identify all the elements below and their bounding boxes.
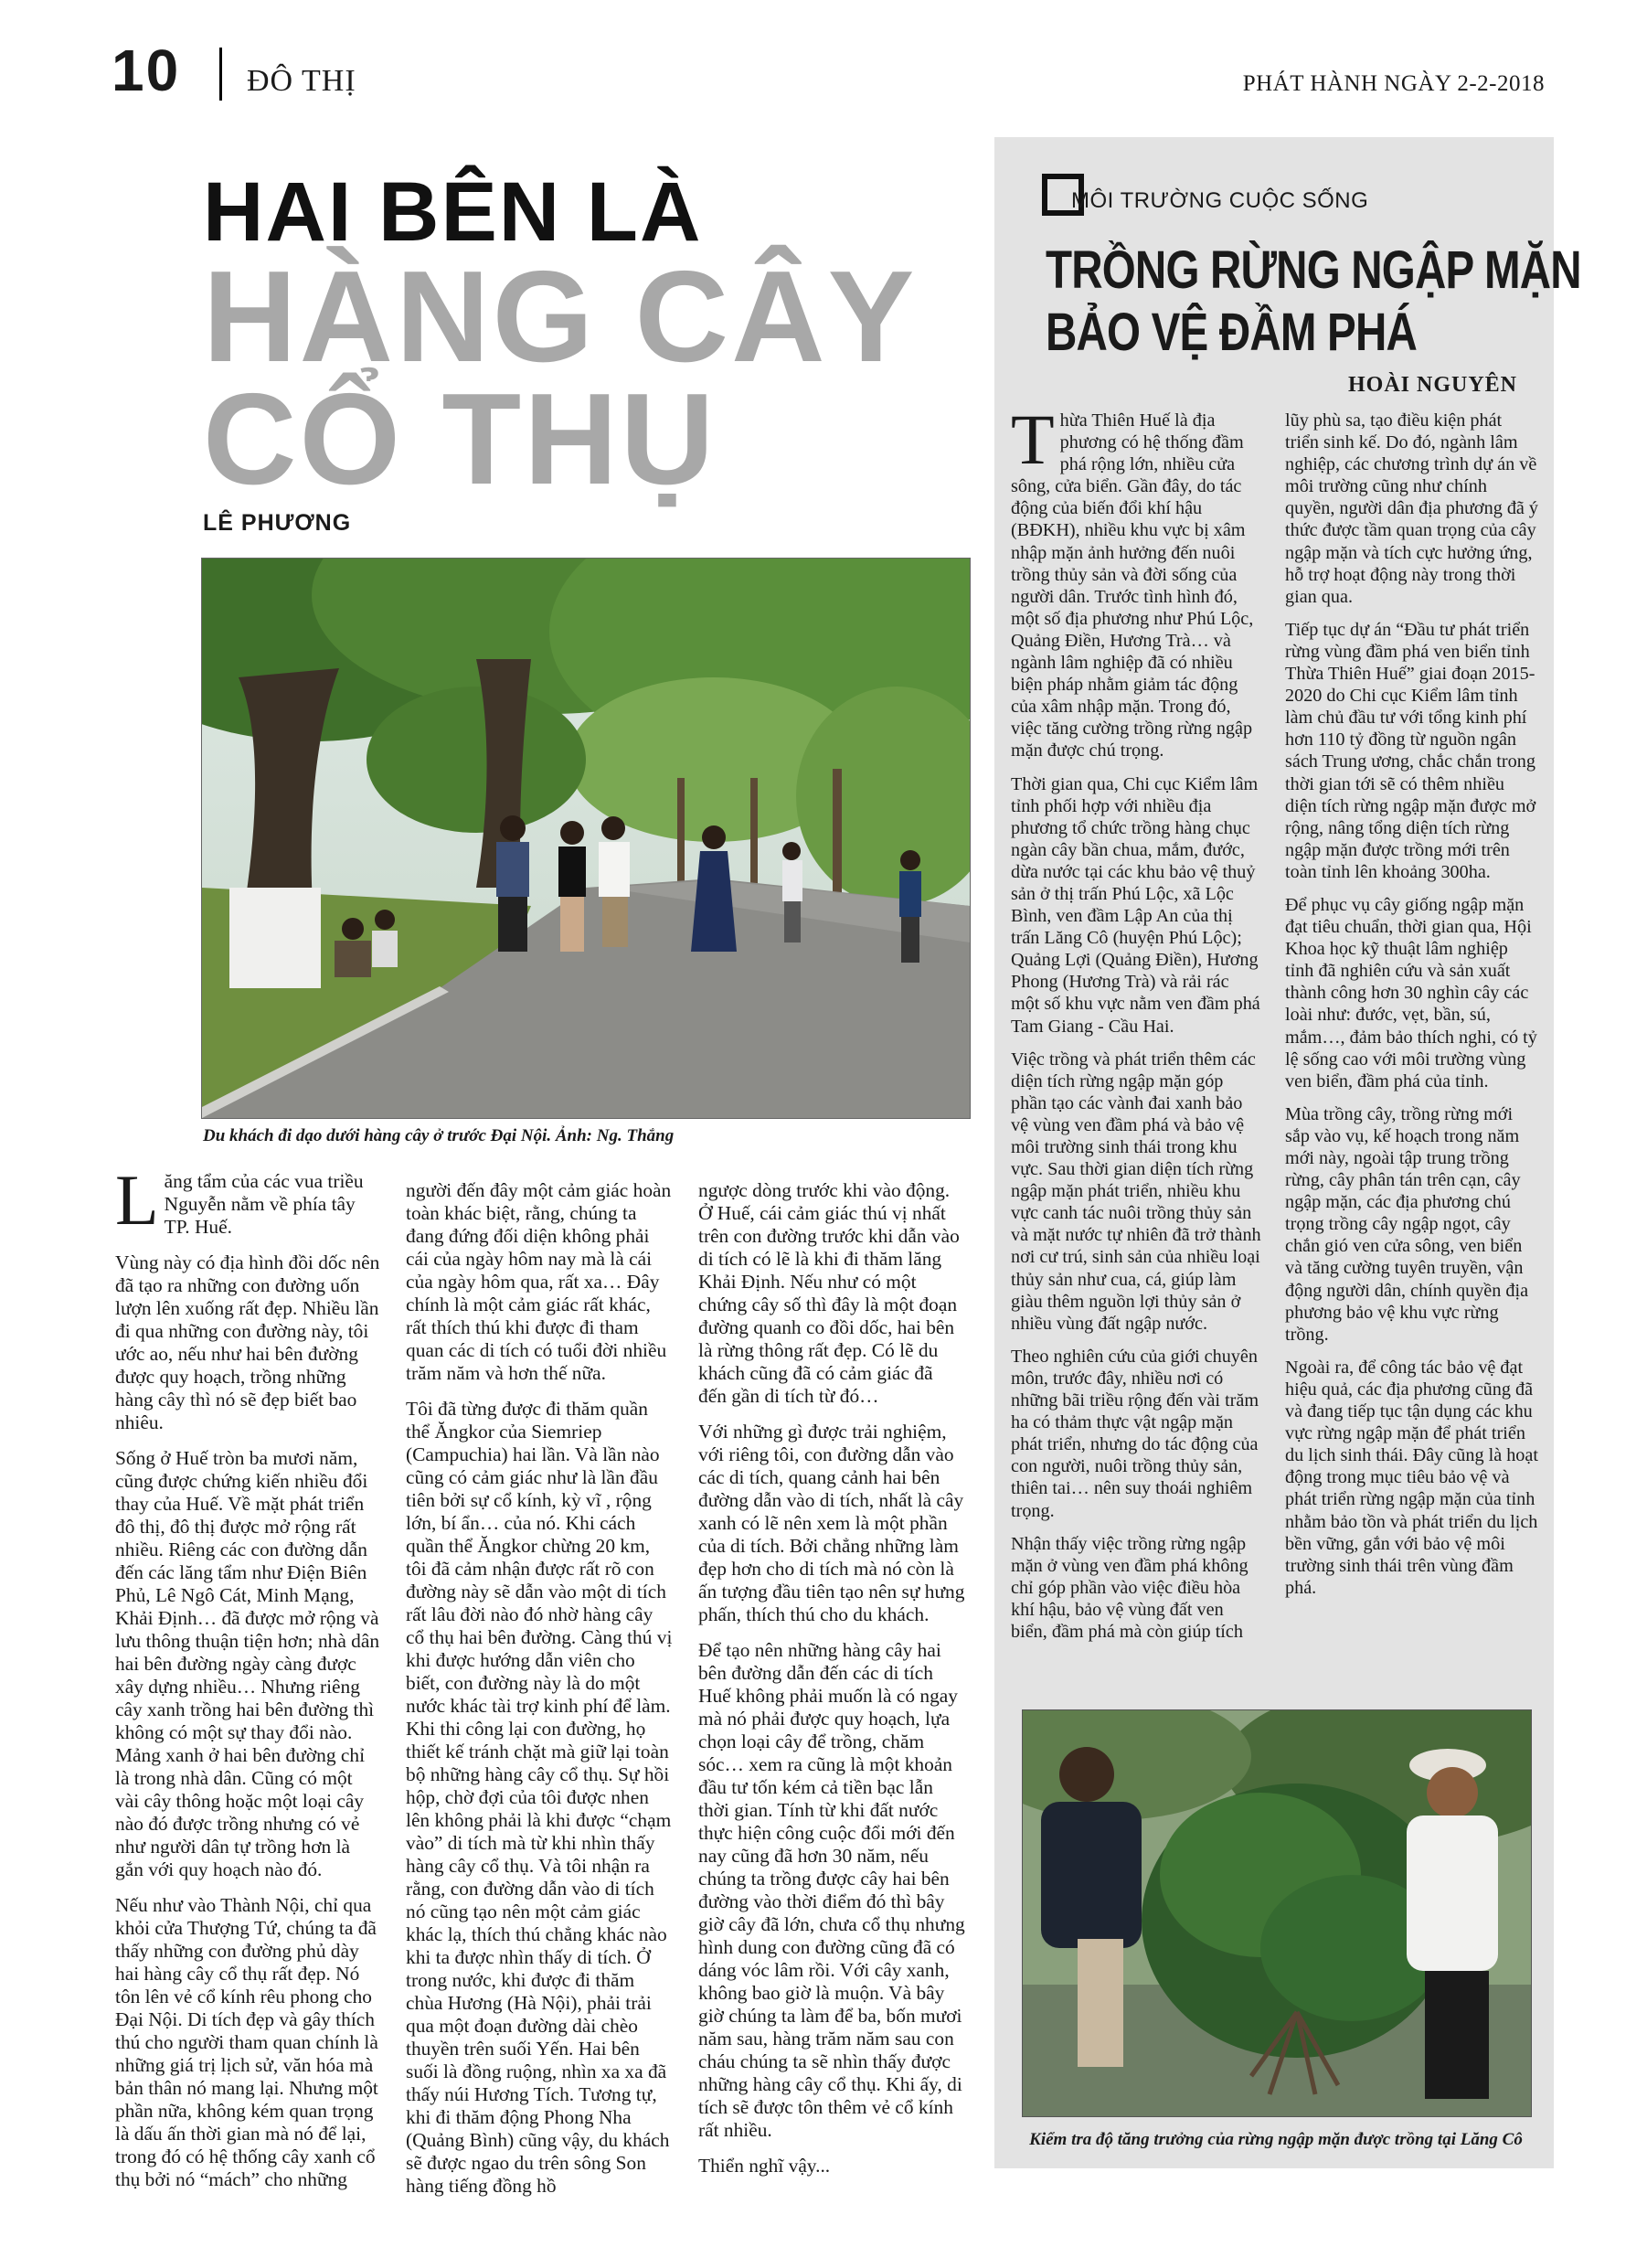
paragraph: Sống ở Huế tròn ba mươi năm, cũng được chứng kiến nhiều đổi thay của Huế. Về mặt phát triển đô thị, đô thị được mở rộng rất nhiều. Riêng các con đường dẫn đến các lăng tẩm như Điện Biên Phủ, Lê Ngô Cát, Minh Mạng, Khải Định… đã được mở rộng và lưu thông thuận tiện hơn; nhà dân hai bên đường ngày càng được xây dựng nhiều… Nhưng riêng cây xanh trồng hai bên đường thì không có một sự thay đổi nào. Mảng xanh ở hai bên đường chỉ là trong nhà dân. Cũng có một vài cây thông hoặc một loại cây nào đó được trồng nhưng có vẻ như người dân tự trồng hơn là gắn với quy hoạch nào đó. <box>115 1447 380 1880</box>
mangrove-photo <box>1023 1710 1531 2116</box>
paragraph: Lăng tẩm của các vua triều Nguyễn nằm về phía tây TP. Huế. <box>115 1160 364 1240</box>
article-column-3 <box>698 1179 965 2190</box>
paragraph: Thời gian qua, Chi cục Kiểm lâm tỉnh phối hợp với nhiều địa phương tổ chức trồng hàng chục ngàn cây bần chua, mắm, đước, dừa nước tại các khu bảo vệ thuỷ sản ở thị trấn Phú Lộc, xã Lộc Bình, ven đầm Lập An của thị trấn Lăng Cô (huyện Phú Lộc); Quảng Lợi (Quảng Điền), Hương Phong (Hương Trà) và rải rác một số khu vực nằm ven đầm phá Tam Giang - Cầu Hai. <box>1011 773 1260 1037</box>
sidebar-column-2 <box>1285 410 1539 1610</box>
paragraph: lũy phù sa, tạo điều kiện phát triển sinh kế. Do đó, ngành lâm nghiệp, các chương trình dự án về môi trường cũng như chính quyền, người dân địa phương đã ý thức được tầm quan trọng của cây ngập mặn và tích cực hưởng ứng, hỗ trợ hoạt động này trong thời gian qua. <box>1285 410 1539 607</box>
drop-cap: T <box>1011 399 1055 479</box>
paragraph: Ngoài ra, để công tác bảo vệ đạt hiệu quả, các địa phương cũng đã và đang tiếp tục tận dụng các khu vực rừng ngập mặn để phát triển du lịch sinh thái. Đây cũng là hoạt động trong mục tiêu bảo vệ và phát triển rừng ngập mặn của tỉnh nhằm bảo tồn và phát triển du lịch bền vững, gắn với bảo vệ môi trường sinh thái trên vùng đầm phá. <box>1285 1357 1538 1598</box>
page-number: 10 <box>112 37 181 103</box>
drop-cap: L <box>115 1160 159 1240</box>
sidebar-title-line-1: TRỒNG RỪNG NGẬP MẶN <box>1046 240 1581 300</box>
headline-line-2: HÀNG CÂY <box>203 244 918 389</box>
section-title: ĐÔ THỊ <box>247 64 356 98</box>
issue-date: PHÁT HÀNH NGÀY 2-2-2018 <box>1242 71 1545 96</box>
paragraph: người đến đây một cảm giác hoàn toàn khác biệt, rằng, chúng ta đang đứng đối diện không phải cái của ngày hôm nay mà là cái của ngày hôm qua, rất xa… Đây chính là một cảm giác rất khác, rất thích thú khi được đi tham quan các di tích có tuổi đời nhiều trăm năm và hơn thế nữa. <box>406 1179 672 1384</box>
paragraph: Nếu như vào Thành Nội, chỉ qua khỏi cửa Thượng Tứ, chúng ta đã thấy những con đường phủ dày hai hàng cây cổ thụ rất đẹp. Nó tôn lên vẻ cổ kính rêu phong cho Đại Nội. Di tích đẹp và gây thích thú cho người tham quan chính là những giá trị lịch sử, văn hóa mà bản thân nó mang lại. Nhưng một phần nữa, không kém quan trọng là dấu ấn thời gian mà nó để lại, trong đó có hệ thống cây xanh cổ thụ bởi nó “mách” cho những <box>115 1894 378 2190</box>
main-photo <box>201 558 971 1119</box>
paragraph: Để tạo nên những hàng cây hai bên đường dẫn đến các di tích Huế không phải muốn là có ngay mà nó phải được quy hoạch, lựa chọn loại cây để trồng, chăm sóc… xem ra cũng là một khoản đầu tư tốn kém cả tiền bạc lẫn thời gian. Tính từ khi đất nước thực hiện công cuộc đổi mới đến nay cũng đã hơn 30 năm, nếu chúng ta trồng được cây hai bên đường vào thời điểm đó thì bây giờ cây đã lớn, chưa cổ thụ nhưng hình dung con đường cũng đã có dáng vóc lâm rồi. Với cây xanh, không bao giờ là muộn. Và bây giờ chúng ta làm để ba, bốn mươi năm sau, hàng trăm năm sau con cháu chúng ta sẽ nhìn thấy được những hàng cây cổ thụ. Khi ấy, di tích sẽ được tôn thêm vẻ cổ kính rất nhiều. <box>698 1639 965 2141</box>
article-column-1 <box>115 1160 380 2204</box>
sidebar-kicker: MÔI TRƯỜNG CUỘC SỐNG <box>1071 188 1369 213</box>
article-column-2 <box>406 1179 673 2210</box>
headline-line-1: HAI BÊN LÀ <box>203 165 703 259</box>
sidebar-title-line-2: BẢO VỆ ĐẦM PHÁ <box>1046 303 1418 362</box>
sidebar-author: HOÀI NGUYÊN <box>1347 373 1517 397</box>
paragraph: Để phục vụ cây giống ngập mặn đạt tiêu chuẩn, thời gian qua, Hội Khoa học kỹ thuật lâm nghiệp tỉnh đã nghiên cứu và sản xuất thành công hơn 30 nghìn cây các loài như: đước, vẹt, bần, sú, mắm…, đảm bảo thích nghi, có tỷ lệ sống cao với môi trường vùng ven biển, đầm phá của tỉnh. <box>1285 894 1537 1091</box>
main-author: LÊ PHƯƠNG <box>203 510 352 536</box>
headline-line-3: CỔ THỤ <box>203 367 717 512</box>
sidebar-photo <box>1022 1709 1532 2117</box>
paragraph: Với những gì được trải nghiệm, với riêng tôi, con đường dẫn vào các di tích, quang cảnh hai bên đường dẫn vào di tích, nhất là cây xanh có lẽ nên xem là một phần của di tích. Bởi chẳng những làm đẹp hơn cho di tích mà nó còn là ấn tượng đầu tiên tạo nên sự hưng phấn, thích thú cho du khách. <box>698 1421 965 1625</box>
header-divider <box>219 48 222 101</box>
sidebar-photo-caption: Kiểm tra độ tăng trưởng của rừng ngập mặn được trồng tại Lăng Cô <box>1029 2130 1523 2149</box>
paragraph: Tôi đã từng được đi thăm quần thể Ăngkor của Siemriep (Campuchia) hai lần. Và lần nào cũng có cảm giác như là lần đầu tiên bởi sự cổ kính, kỳ vĩ , rộng lớn, bí ẩn… của nó. Khi cách quần thể Ăngkor chừng 20 km, tôi đã cảm nhận được rất rõ con đường này sẽ dẫn vào một di tích rất lâu đời nào đó nhờ hàng cây cổ thụ hai bên đường. Càng thú vị khi được hướng dẫn viên cho biết, con đường này là do một nước khác tài trợ kinh phí để làm. Khi thi công lại con đường, họ thiết kế tránh chặt mà giữ lại toàn bộ những hàng cây cổ thụ. Sự hồi hộp, chờ đợi của tôi được nhen lên không phải là khi được “chạm vào” di tích mà từ khi nhìn thấy hàng cây cổ thụ. Và tôi nhận ra rằng, con đường dẫn vào di tích nó cũng tạo nên một cảm giác khác lạ, thích thú chẳng khác nào khi ta được nhìn thấy di tích. Ở trong nước, khi được đi thăm chùa Hương (Hà Nội), phải trải qua một đoạn đường dài chèo thuyền trên suối Yến. Hai bên suối là đồng ruộng, nhìn xa xa đã thấy núi Hương Tích. Tương tự, khi đi thăm động Phong Nha (Quảng Bình) cũng vậy, du khách sẽ được ngao du trên sông Son hàng tiếng đồng hồ <box>406 1398 673 2197</box>
paragraph: Theo nghiên cứu của giới chuyên môn, trước đây, nhiều nơi có những bãi triều rộng đến vài trăm ha có thảm thực vật ngập mặn phát triển, nhưng do tác động của con người, nuôi trồng thủy sản, thiên tai… nên suy thoái nghiêm trọng. <box>1011 1346 1259 1521</box>
paragraph: Mùa trồng cây, trồng rừng mới sắp vào vụ, kế hoạch trong năm mới này, ngoài tập trung trồng rừng, cây phân tán trên cạn, cây ngập mặn, các địa phương chú trọng trồng cây ngập ngọt, cây chắn gió ven cửa sông, ven biển và tăng cường tuyên truyền, vận động người dân, chính quyền địa phương bảo vệ khu vực rừng trồng. <box>1285 1103 1529 1345</box>
paragraph: ngược dòng trước khi vào động. Ở Huế, cái cảm giác thú vị nhất trên con đường trước khi dẫn vào di tích có lẽ là khi đi thăm lăng Khải Định. Nếu như có một chứng cây số thì đây là một đoạn đường quanh co đồi dốc, hai bên là rừng thông rất đẹp. Có lẽ du khách cũng đã có cảm giác đã đến gần di tích từ đó… <box>698 1179 960 1407</box>
paragraph: Nhận thấy việc trồng rừng ngập mặn ở vùng ven đầm phá không chỉ góp phần vào việc điều hòa khí hậu, bảo vệ vùng đất ven biển, đầm phá mà còn giúp tích <box>1011 1533 1249 1642</box>
main-photo-caption: Du khách đi dạo dưới hàng cây ở trước Đại Nội. Ảnh: Ng. Thắng <box>203 1126 675 1145</box>
sidebar-column-1 <box>1011 399 1262 1654</box>
paragraph: Việc trồng và phát triển thêm các diện tích rừng ngập mặn góp phần tạo các vành đai xanh bảo vệ vùng ven đầm phá và bảo vệ môi trường sinh thái trong khu vực. Sau thời gian diện tích rừng ngập mặn phát triển, nhiều khu vực canh tác nuôi trồng thủy sản và mặt nước tự nhiên đã trở thành nơi cư trú, sinh sản của nhiều loại thủy sản như cua, cá, giúp làm giàu thêm nguồn lợi thủy sản ở nhiều vùng đất ngập nước. <box>1011 1049 1261 1334</box>
tree-avenue-photo <box>202 559 970 1118</box>
paragraph: Vùng này có địa hình đồi dốc nên đã tạo ra những con đường uốn lượn lên xuống rất đẹp. Nhiều lần đi qua những con đường này, tôi ước ao, nếu như hai bên đường được quy hoạch, trồng những hàng cây thì nó sẽ đẹp biết bao nhiêu. <box>115 1251 380 1433</box>
paragraph: Thiển nghĩ vậy... <box>698 2155 831 2177</box>
paragraph: Thừa Thiên Huế là địa phương có hệ thống đầm phá rộng lớn, nhiều cửa sông, cửa biển. Gần đây, do tác động của biến đổi khí hậu (BĐKH), nhiều khu vực bị xâm nhập mặn ảnh hưởng đến nuôi trồng thủy sản và đời sống của người dân. Trước tình hình đó, một số địa phương như Phú Lộc, Quảng Điền, Hương Trà… và ngành lâm nghiệp đã có nhiều biện pháp nhằm giảm tác động của xâm nhập mặn. Trong đó, việc tăng cường trồng rừng ngập mặn được chú trọng. <box>1011 399 1254 761</box>
paragraph: Tiếp tục dự án “Đầu tư phát triển rừng vùng đầm phá ven biển tỉnh Thừa Thiên Huế” giai đoạn 2015- 2020 do Chi cục Kiểm lâm tỉnh làm chủ đầu tư với tổng kinh phí hơn 110 tỷ đồng từ nguồn ngân sách Trung ương, chắc chắn trong thời gian tới sẽ có thêm nhiều diện tích rừng ngập mặn được mở rộng, nâng tổng diện tích rừng ngập mặn được trồng mới trên toàn tỉnh lên khoảng 300ha. <box>1285 619 1536 882</box>
